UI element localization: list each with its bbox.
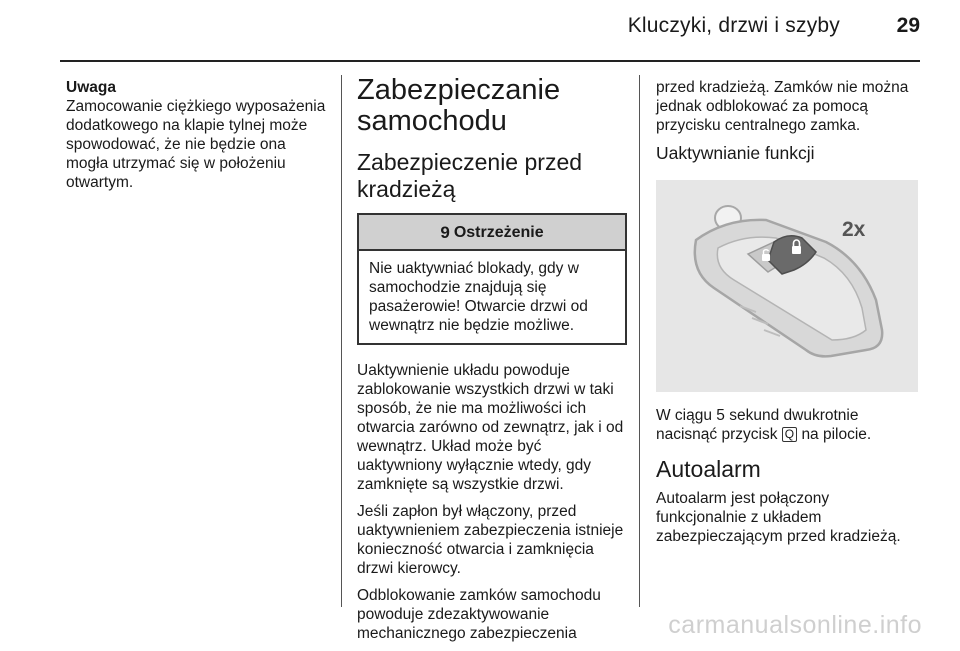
- page-number: 29: [896, 14, 920, 37]
- section-heading: Zabezpieczanie samochodu: [357, 74, 561, 137]
- page-header-title: Kluczyki, drzwi i szyby: [627, 14, 840, 37]
- site-watermark: carmanualsonline.info: [668, 611, 922, 639]
- warning-header: [359, 215, 625, 251]
- lock-button-icon: Q: [782, 427, 797, 442]
- key-fob-illustration: [656, 180, 918, 392]
- figure-label: 2x: [842, 218, 866, 241]
- instruction-text: [656, 406, 920, 444]
- paragraph-activation: Uaktywnienie układu powoduje zablokowanie wszystkich drzwi w taki sposób, że nie ma możliwości ich otwarcia zarówno od zewnątrz, jak i od wewnątrz. Układ może być uaktywniony wyłącznie wtedy, gdy zamknięte są wszystkie drzwi.: [357, 362, 624, 493]
- subsection-heading: Uaktywnianie funkcji: [656, 143, 815, 163]
- section-subheading: Zabezpieczenie przed kradzieżą: [357, 149, 583, 202]
- column-divider-1: [341, 75, 342, 607]
- header-divider: [60, 60, 920, 62]
- alarm-paragraph: Autoalarm jest połączony funkcjonalnie z układem zabezpieczającym przed kradzieżą.: [656, 490, 901, 545]
- paragraph-continued: przed kradzieżą. Zamków nie można jednak odblokować za pomocą przycisku centralnego zamka.: [656, 79, 909, 134]
- key-fob-icon: [656, 180, 918, 392]
- column-right: [656, 78, 920, 554]
- warning-triangle-icon: 9: [440, 222, 450, 242]
- alarm-heading: Autoalarm: [656, 456, 761, 482]
- warning-box: [357, 213, 627, 345]
- warning-title: Ostrzeżenie: [453, 223, 544, 241]
- instruction-text-start: W ciągu 5 sekund dwukrotnie nacisnąć przycisk: [656, 407, 859, 443]
- column-middle: [357, 75, 627, 651]
- note-text: Zamocowanie ciężkiego wyposażenia dodatkowego na klapie tylnej może spowodować, że nie będzie ona mogła utrzymać się w położeniu otwartym.: [66, 98, 326, 191]
- instruction-text-end: na pilocie.: [801, 426, 872, 443]
- paragraph-ignition: Jeśli zapłon był włączony, przed uaktywnieniem zabezpieczenia istnieje konieczność otwarcia i zamknięcia drzwi kierowcy.: [357, 503, 624, 577]
- paragraph-unlock: Odblokowanie zamków samochodu powoduje zdezaktywowanie mechanicznego zabezpieczenia: [357, 587, 601, 642]
- column-divider-2: [639, 75, 640, 607]
- column-left: [66, 78, 328, 200]
- note-title: Uwaga: [66, 79, 116, 96]
- warning-text: Nie uaktywniać blokady, gdy w samochodzie znajdują się pasażerowie! Otwarcie drzwi od wewnątrz nie będzie możliwe.: [369, 260, 588, 334]
